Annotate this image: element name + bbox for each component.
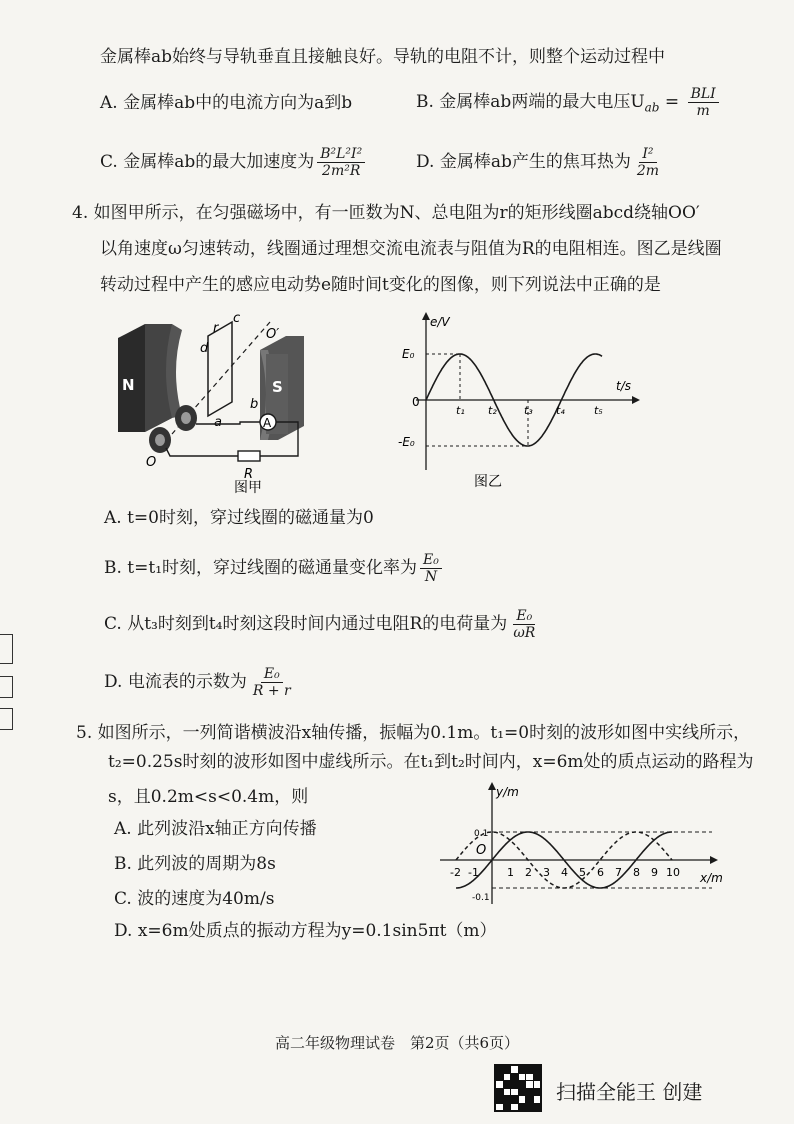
label-b: b <box>250 397 259 412</box>
tick-t1: t₁ <box>456 404 465 417</box>
q3-option-b <box>416 82 722 127</box>
wave-origin: O <box>476 843 487 858</box>
wave-tick-7: 6 <box>597 866 604 879</box>
q4-stem-line1: 4. 如图甲所示，在匀强磁场中，有一匝数为N、总电阻为r的矩形线圈abcd绕轴OO′ <box>72 203 700 223</box>
q4-stem-line3: 转动过程中产生的感应电动势e随时间t变化的图像，则下列说法中正确的是 <box>100 275 661 295</box>
wave-tick-2: 1 <box>507 866 514 879</box>
q3-c-num: B²L²I² <box>317 146 365 163</box>
q3-d-fraction <box>634 146 662 179</box>
scanner-watermark: 扫描全能王 创建 <box>556 1080 703 1104</box>
q5-wave-graph <box>436 780 726 910</box>
wave-tick-6: 5 <box>579 866 586 879</box>
q4-figure-b <box>396 310 646 496</box>
q3-c-den: 2m²R <box>322 163 361 179</box>
q4-d-text: D. 电流表的示数为 <box>104 672 247 692</box>
wave-tick-11: 10 <box>666 866 680 879</box>
coil-loop <box>208 322 232 416</box>
label-resistor: R <box>244 467 254 482</box>
wave-tick-9: 8 <box>633 866 640 879</box>
q3-b-fraction <box>688 86 719 119</box>
q4-c-fraction <box>510 608 538 641</box>
wave-tick-5: 4 <box>561 866 568 879</box>
q3-b-den: m <box>696 103 710 119</box>
q5-stem-line1: 5. 如图所示，一列简谐横波沿x轴传播，振幅为0.1m。t₁=0时刻的波形如图中实线所示， <box>76 723 751 743</box>
qr-code-icon <box>494 1064 542 1112</box>
q4-option-d <box>104 660 297 704</box>
label-e0: E₀ <box>402 347 415 361</box>
wave-tick-10: 9 <box>651 866 658 879</box>
fig-b-caption: 图乙 <box>474 474 502 490</box>
ammeter-label: A <box>263 416 272 430</box>
y-axis-label: e/V <box>430 315 450 329</box>
q4-c-num: E₀ <box>513 608 535 625</box>
wave-amp-pos: 0.1 <box>474 829 489 839</box>
q4-c-text: C. 从t₃时刻到t₄时刻这段时间内通过电阻R的电荷量为 <box>104 614 508 634</box>
tick-t2: t₂ <box>488 404 497 417</box>
q3-stem-end: 金属棒ab始终与导轨垂直且接触良好。导轨的电阻不计，则整个运动过程中 <box>100 47 666 67</box>
q3-b-num: BLI <box>688 86 719 103</box>
q5-option-a: A. 此列波沿x轴正方向传播 <box>114 819 317 839</box>
margin-box-2 <box>0 676 13 698</box>
label-a: a <box>214 415 222 430</box>
wave-tick-4: 3 <box>543 866 550 879</box>
q4-c-den: ωR <box>513 625 536 641</box>
q5-option-d: D. x=6m处质点的振动方程为y=0.1sin5πt（m） <box>114 921 497 941</box>
label-neg-e0: -E₀ <box>398 435 415 449</box>
q4-option-a: A. t=0时刻，穿过线圈的磁通量为0 <box>104 508 374 528</box>
wave-y-label: y/m <box>496 785 519 799</box>
q3-b-eq: = <box>659 92 685 112</box>
q5-stem-line3: s，且0.2m<s<0.4m，则 <box>108 787 309 807</box>
page-footer: 高二年级物理试卷 第2页（共6页） <box>274 1034 520 1052</box>
q4-b-den: N <box>424 569 438 585</box>
wave-x-label: x/m <box>700 871 723 885</box>
q4-b-num: E₀ <box>420 552 442 569</box>
q3-d-text: D. 金属棒ab产生的焦耳热为 <box>416 152 631 172</box>
label-c: c <box>233 311 241 326</box>
q5-option-b: B. 此列波的周期为8s <box>114 854 276 874</box>
tick-t5: t₅ <box>594 404 603 417</box>
q4-b-fraction <box>420 552 442 585</box>
q3-c-text: C. 金属棒ab的最大加速度为 <box>100 152 315 172</box>
q4-figure-a <box>100 306 410 498</box>
margin-box-3 <box>0 708 13 730</box>
q3-option-d <box>416 140 665 184</box>
s-label: S <box>272 378 283 396</box>
wave-tick-3: 2 <box>525 866 532 879</box>
q3-c-fraction <box>317 146 365 179</box>
q4-option-b <box>104 546 445 590</box>
q4-d-num: E₀ <box>261 666 283 683</box>
q3-d-num: I² <box>639 146 656 163</box>
n-label: N <box>122 376 135 394</box>
fig-a-caption: 图甲 <box>234 480 262 496</box>
q4-option-c <box>104 602 541 646</box>
wave-tick-1: -1 <box>468 866 479 879</box>
q3-d-den: 2m <box>636 163 660 179</box>
q4-d-den: R + r <box>252 683 291 699</box>
resistor-icon <box>238 451 260 461</box>
q4-stem-line2: 以角速度ω匀速转动，线圈通过理想交流电流表与阻值为R的电阻相连。图乙是线圈 <box>100 239 722 259</box>
q3-option-a: A. 金属棒ab中的电流方向为a到b <box>100 93 353 113</box>
tick-t4: t₄ <box>556 404 565 417</box>
margin-box-1 <box>0 634 13 664</box>
wave-tick-0: -2 <box>450 866 461 879</box>
label-o: O <box>146 455 157 470</box>
wave-tick-8: 7 <box>615 866 622 879</box>
label-zero: 0 <box>412 395 420 409</box>
q4-d-fraction <box>250 666 294 699</box>
x-axis-label: t/s <box>616 379 631 393</box>
q4-b-text: B. t=t₁时刻，穿过线圈的磁通量变化率为 <box>104 558 418 578</box>
q5-stem-line2: t₂=0.25s时刻的波形如图中虚线所示。在t₁到t₂时间内，x=6m处的质点运动的路程为 <box>108 752 754 772</box>
wave-amp-neg: -0.1 <box>472 893 490 903</box>
tick-t3: t₃ <box>524 404 533 417</box>
q3-b-sub: ab <box>644 100 660 115</box>
q3-option-c <box>100 140 368 184</box>
q3-b-text: B. 金属棒ab两端的最大电压U <box>416 92 645 112</box>
q5-option-c: C. 波的速度为40m/s <box>114 889 275 909</box>
label-o-prime: O′ <box>266 327 280 342</box>
label-r: r <box>213 321 219 336</box>
label-d: d <box>200 341 209 356</box>
